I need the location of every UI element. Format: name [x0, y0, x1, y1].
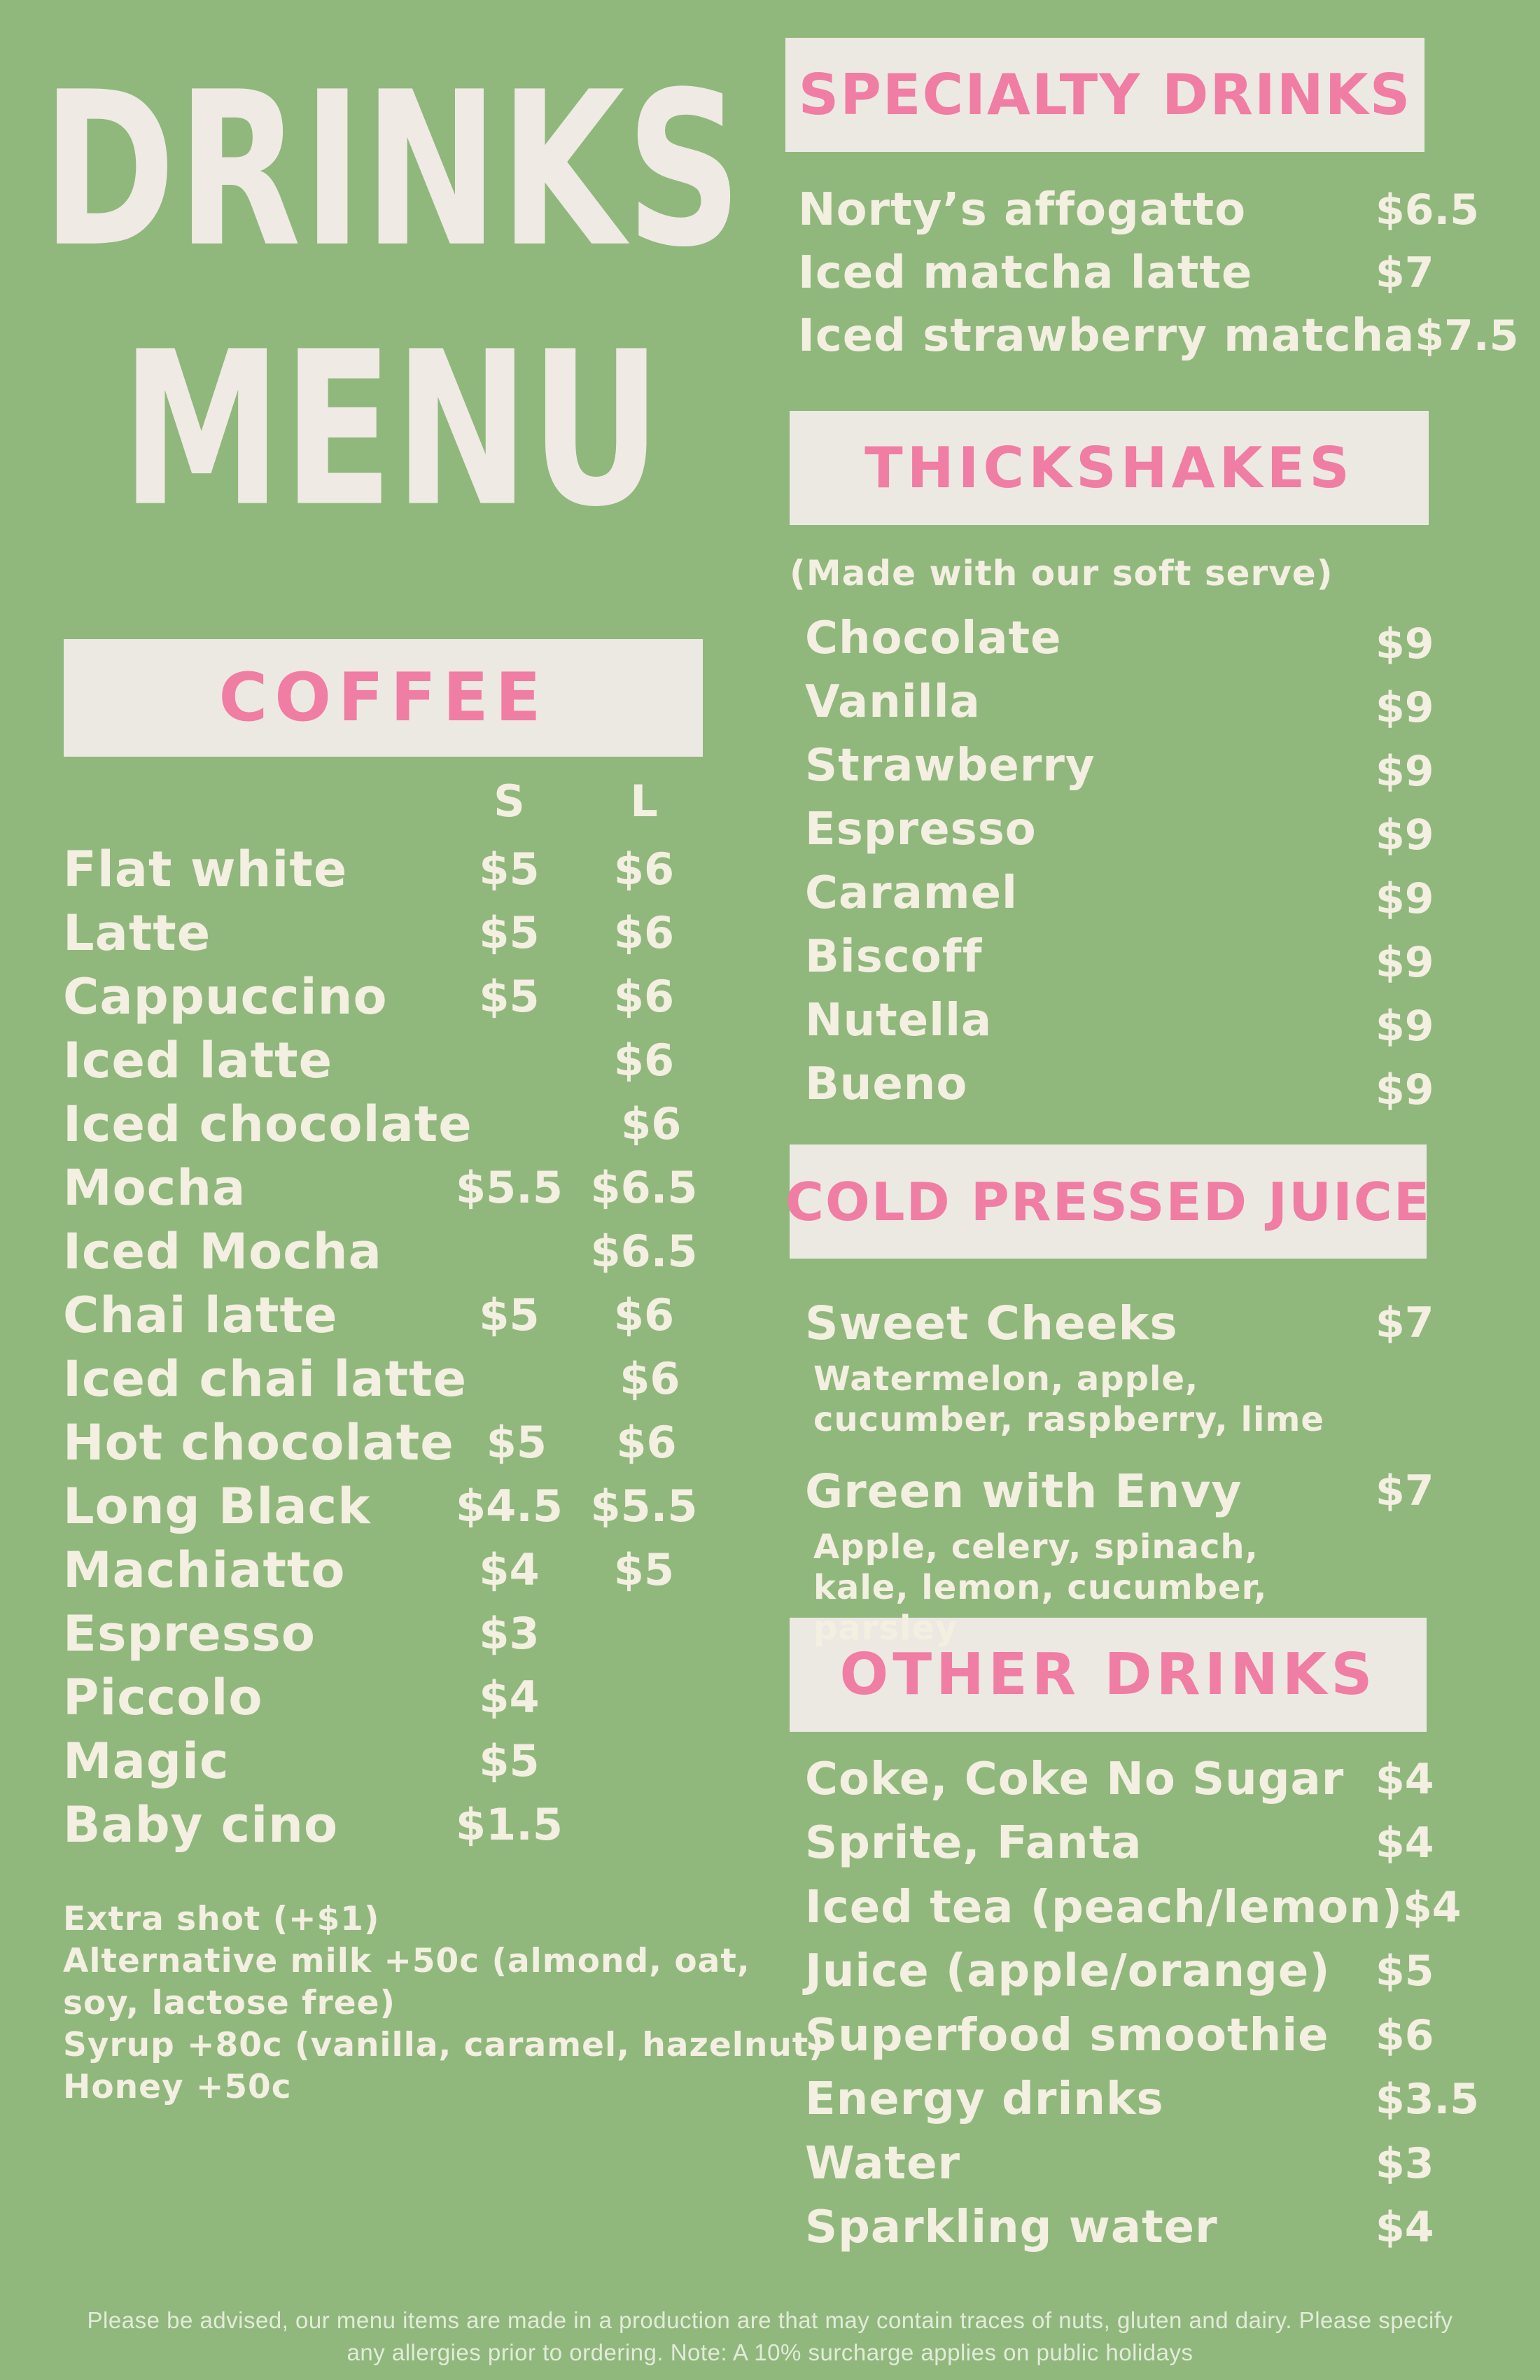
other-drink-item-row [805, 2068, 1480, 2132]
coffee-note-line: Honey +50c [63, 2068, 292, 2106]
thickshake-item-price: $9 [1376, 1001, 1434, 1051]
coffee-item-price-small: $5 [479, 844, 540, 895]
thickshake-item-row [805, 925, 1480, 988]
specialty-item-list [798, 178, 1519, 368]
coffee-item-row [63, 1474, 714, 1538]
coffee-item-price-large: $6 [613, 844, 675, 895]
juice-item-name: Green with Envy [805, 1464, 1242, 1518]
specialty-item-row [798, 241, 1480, 304]
thickshake-item-row [805, 1052, 1480, 1116]
other-drink-item-row [805, 2003, 1480, 2068]
juice-item [805, 1460, 1480, 1648]
thickshake-item-price: $9 [1376, 1065, 1434, 1114]
coffee-size-header-row [63, 776, 714, 827]
other-drink-item-row [805, 2132, 1480, 2196]
other-drink-item-name: Water [805, 2137, 961, 2190]
juice-header-band [785, 1144, 1432, 1259]
coffee-item-name: Iced chai latte [63, 1350, 468, 1408]
coffee-notes [63, 1898, 825, 2108]
coffee-item-name: Baby cino [63, 1795, 339, 1854]
coffee-item-name: Iced latte [63, 1031, 333, 1089]
coffee-item-row [63, 1410, 714, 1474]
thickshake-item-row [805, 797, 1480, 861]
coffee-item-name: Latte [63, 904, 211, 962]
specialty-header: SPECIALTY DRINKS [798, 62, 1412, 127]
thickshake-item-price: $9 [1376, 682, 1434, 732]
other-drink-item-price: $4 [1376, 1754, 1434, 1804]
thickshakes-subtitle: (Made with our soft serve) [790, 553, 1334, 594]
allergy-disclaimer-line2: any allergies prior to ordering. Note: A 10% surcharge applies on public holidays [346, 2339, 1194, 2365]
thickshake-item-row [805, 988, 1480, 1052]
thickshake-item-price: $9 [1376, 937, 1434, 987]
thickshake-item-name: Bueno [805, 1058, 968, 1110]
coffee-item-list [63, 837, 714, 1856]
specialty-item-name: Norty’s affogatto [798, 184, 1247, 236]
coffee-item-name: Espresso [63, 1604, 316, 1662]
allergy-disclaimer [0, 2304, 1540, 2369]
coffee-note-line: Syrup +80c (vanilla, caramel, hazelnut) [63, 2026, 825, 2064]
other-drink-item-price: $4 [1376, 2203, 1434, 2253]
juice-item-ingredients: Watermelon, apple, cucumber, raspberry, lime [813, 1359, 1324, 1439]
coffee-item-row [63, 1283, 714, 1347]
coffee-item-name: Magic [63, 1732, 230, 1790]
allergy-disclaimer-line1: Please be advised, our menu items are made in a production are that may contain traces of nuts, gluten and dairy. Please specify [87, 2307, 1453, 2333]
coffee-item-price-small: $3 [479, 1608, 540, 1659]
thickshake-item-row [805, 734, 1480, 797]
coffee-item-price-large: $6 [613, 971, 675, 1022]
coffee-item-name: Cappuccino [63, 967, 388, 1026]
juice-item-price: $7 [1376, 1466, 1434, 1516]
thickshake-item-name: Espresso [805, 803, 1037, 855]
other-drink-item-row [805, 1875, 1480, 1940]
coffee-item-price-small: $5 [479, 907, 540, 958]
coffee-header-band [64, 639, 703, 757]
juice-item-list [805, 1292, 1480, 1668]
juice-item-row [805, 1460, 1480, 1522]
juice-item-ingredients: Apple, celery, spinach, kale, lemon, cucumber, parsley [813, 1527, 1268, 1648]
coffee-item-row [63, 1028, 714, 1092]
size-column-header-large: L [630, 776, 658, 827]
coffee-item-name: Iced chocolate [63, 1095, 472, 1153]
other-drink-item-row [805, 1812, 1480, 1876]
juice-header: COLD PRESSED JUICE [785, 1170, 1432, 1233]
coffee-item-price-large: $6 [613, 1289, 675, 1340]
thickshake-item-name: Nutella [805, 994, 993, 1046]
other-drink-item-row [805, 2196, 1480, 2260]
coffee-item-row [63, 1156, 714, 1219]
juice-item-row [805, 1292, 1480, 1354]
coffee-item-row [63, 1602, 714, 1665]
other-drink-item-price: $6 [1376, 2010, 1434, 2060]
other-drink-item-name: Iced tea (peach/lemon) [805, 1881, 1404, 1933]
coffee-item-price-large: $5 [613, 1544, 675, 1595]
specialty-item-row [798, 304, 1519, 368]
specialty-item-name: Iced strawberry matcha [798, 310, 1415, 362]
coffee-item-row [63, 901, 714, 965]
specialty-header-band [785, 38, 1424, 152]
thickshakes-header: THICKSHAKES [864, 435, 1354, 500]
coffee-item-row [63, 1219, 714, 1283]
thickshake-item-name: Strawberry [805, 739, 1096, 792]
coffee-item-price-small: $5 [479, 1735, 540, 1786]
coffee-item-price-small: $5 [486, 1417, 547, 1468]
thickshake-item-row [805, 606, 1480, 670]
size-column-header-small: S [493, 776, 525, 827]
coffee-item-price-large: $6.5 [590, 1162, 698, 1213]
coffee-header: COFFEE [218, 659, 548, 736]
other-drink-item-name: Sparkling water [805, 2202, 1218, 2254]
coffee-item-row [63, 1092, 714, 1156]
menu-title-line1: DRINKS [42, 47, 743, 295]
thickshakes-header-band [790, 411, 1429, 525]
thickshake-item-price: $9 [1376, 746, 1434, 796]
thickshake-item-price: $9 [1376, 619, 1434, 668]
coffee-note-line: soy, lactose free) [63, 1984, 396, 2022]
juice-item [805, 1292, 1480, 1440]
coffee-item-price-small: $5 [479, 971, 540, 1022]
other-drink-item-name: Superfood smoothie [805, 2009, 1329, 2062]
coffee-item-price-small: $4.5 [456, 1480, 563, 1532]
coffee-item-name: Chai latte [63, 1286, 338, 1344]
thickshakes-item-list [805, 606, 1480, 1116]
coffee-item-price-small: $5.5 [456, 1162, 563, 1213]
other-drinks-item-list [805, 1747, 1480, 2260]
coffee-item-row [63, 965, 714, 1028]
coffee-item-price-small: $4 [479, 1544, 540, 1595]
thickshake-item-name: Caramel [805, 867, 1018, 919]
other-drink-item-price: $5 [1376, 1947, 1434, 1996]
coffee-item-price-small: $4 [479, 1672, 540, 1723]
coffee-item-row [63, 1347, 714, 1410]
specialty-item-row [798, 178, 1480, 241]
juice-item-price: $7 [1376, 1298, 1434, 1348]
specialty-item-price: $7.5 [1415, 312, 1519, 360]
thickshake-item-price: $9 [1376, 874, 1434, 923]
menu-title [42, 42, 742, 561]
coffee-item-price-large: $6 [620, 1353, 680, 1404]
coffee-item-name: Piccolo [63, 1668, 263, 1726]
coffee-item-price-large: $6.5 [590, 1226, 698, 1277]
coffee-item-row [63, 1793, 714, 1856]
other-drink-item-price: $4 [1376, 1819, 1434, 1868]
thickshake-item-name: Chocolate [805, 612, 1062, 664]
coffee-item-row [63, 1729, 714, 1793]
coffee-item-price-small: $5 [479, 1289, 540, 1340]
other-drink-item-name: Energy drinks [805, 2073, 1164, 2126]
coffee-item-price-small: $1.5 [456, 1799, 563, 1850]
other-drink-item-name: Coke, Coke No Sugar [805, 1753, 1345, 1805]
coffee-item-row [63, 837, 714, 901]
coffee-item-name: Iced Mocha [63, 1222, 382, 1280]
thickshake-item-row [805, 670, 1480, 734]
other-drink-item-row [805, 1747, 1480, 1812]
coffee-note-line: Alternative milk +50c (almond, oat, [63, 1942, 750, 1980]
coffee-item-name: Machiatto [63, 1541, 346, 1599]
coffee-item-price-large: $6 [613, 1035, 675, 1086]
specialty-item-name: Iced matcha latte [798, 247, 1253, 299]
other-drink-item-row [805, 1940, 1480, 2004]
other-drink-item-price: $3.5 [1376, 2075, 1480, 2124]
coffee-item-row [63, 1538, 714, 1602]
other-drinks-header: OTHER DRINKS [839, 1642, 1377, 1708]
other-drink-item-name: Juice (apple/orange) [805, 1945, 1331, 1998]
thickshake-item-row [805, 861, 1480, 925]
thickshake-item-price: $9 [1376, 810, 1434, 860]
juice-item-name: Sweet Cheeks [805, 1296, 1178, 1350]
coffee-item-name: Long Black [63, 1477, 371, 1535]
coffee-item-price-large: $6 [613, 907, 675, 958]
other-drink-item-price: $4 [1403, 1882, 1462, 1932]
coffee-item-name: Hot chocolate [63, 1413, 454, 1471]
other-drink-item-name: Sprite, Fanta [805, 1817, 1142, 1870]
specialty-item-price: $6.5 [1376, 186, 1480, 234]
menu-title-line2: MENU [121, 307, 663, 554]
coffee-item-name: Flat white [63, 840, 348, 898]
coffee-note-line: Extra shot (+$1) [63, 1900, 380, 1938]
coffee-item-name: Mocha [63, 1158, 246, 1217]
specialty-item-price: $7 [1376, 248, 1434, 298]
coffee-item-row [63, 1665, 714, 1729]
thickshake-item-name: Biscoff [805, 930, 983, 983]
coffee-item-price-large: $6 [621, 1098, 682, 1149]
coffee-item-price-large: $5.5 [590, 1480, 698, 1532]
coffee-item-price-large: $6 [616, 1417, 677, 1468]
thickshake-item-name: Vanilla [805, 676, 981, 728]
other-drink-item-price: $3 [1376, 2138, 1434, 2188]
